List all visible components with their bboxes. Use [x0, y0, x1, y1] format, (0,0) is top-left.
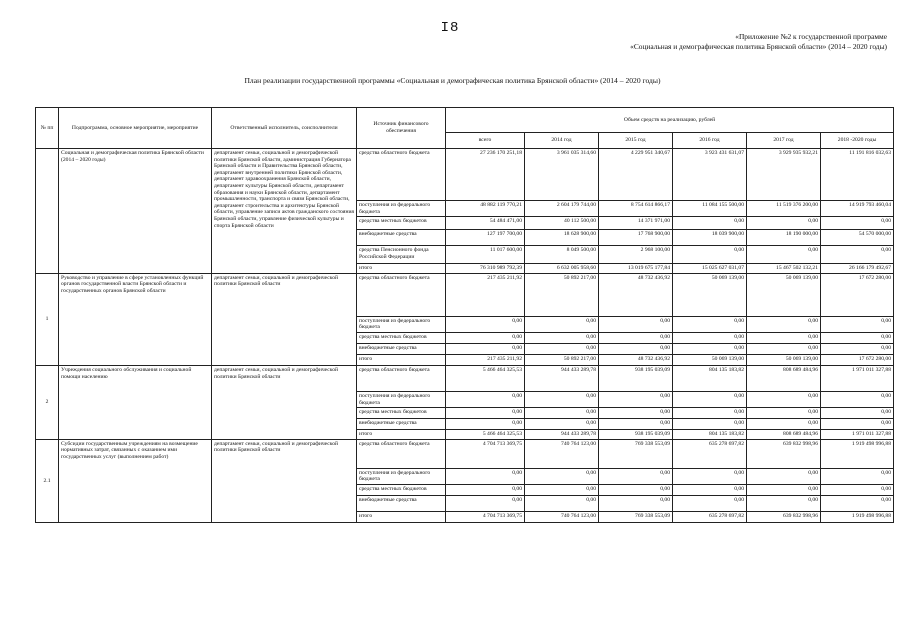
amount-cell: 14 371 971,00 — [599, 217, 673, 230]
table-row — [36, 365, 894, 391]
amount-cell: 0,00 — [821, 495, 894, 511]
amount-cell: 11 017 600,00 — [446, 246, 525, 264]
amount-cell: 17 768 900,00 — [599, 230, 673, 246]
amount-cell: 127 197 700,00 — [446, 230, 525, 246]
funding-source: итого — [357, 430, 446, 440]
amount-cell: 0,00 — [673, 246, 747, 264]
amount-cell: 15 467 502 132,21 — [747, 264, 821, 274]
amount-cell: 1 919 498 996,88 — [821, 439, 894, 468]
amount-cell: 0,00 — [673, 391, 747, 407]
amount-cell: 0,00 — [525, 468, 599, 484]
amount-cell: 0,00 — [446, 391, 525, 407]
amount-cell: 13 019 675 177,84 — [599, 264, 673, 274]
amount-cell: 0,00 — [747, 391, 821, 407]
amount-cell: 76 310 989 792,39 — [446, 264, 525, 274]
amount-cell: 0,00 — [821, 217, 894, 230]
amount-cell: 11 519 376 200,00 — [747, 201, 821, 217]
funding-source: итого — [357, 354, 446, 365]
amount-cell: 4 704 713 369,75 — [446, 439, 525, 468]
header-year: 2016 год — [673, 133, 747, 149]
amount-cell: 217 435 211,92 — [446, 354, 525, 365]
amount-cell: 0,00 — [821, 332, 894, 343]
amount-cell: 808 689 484,96 — [747, 430, 821, 440]
amount-cell: 27 236 170 251,18 — [446, 149, 525, 201]
amount-cell: 0,00 — [599, 332, 673, 343]
amount-cell: 8 049 500,00 — [525, 246, 599, 264]
amount-cell: 0,00 — [446, 468, 525, 484]
amount-cell: 639 832 998,96 — [747, 439, 821, 468]
document-title: План реализации государственной программы «Социальная и демографическая политика Брянской области» (2014 – 2020 годы) — [244, 76, 661, 85]
amount-cell: 804 135 183,82 — [673, 365, 747, 391]
amount-cell: 50 892 217,00 — [525, 354, 599, 365]
executor-cell: департамент семьи, социальной и демографической политики Брянской области — [212, 439, 357, 522]
amount-cell: 2 968 100,00 — [599, 246, 673, 264]
amount-cell: 0,00 — [525, 343, 599, 354]
header-program: Подпрограмма, основное мероприятие, мероприятие — [59, 108, 212, 149]
header-year: 2015 год — [599, 133, 673, 149]
amount-cell: 0,00 — [599, 495, 673, 511]
table-header-row — [36, 108, 894, 133]
amount-cell: 40 112 500,00 — [525, 217, 599, 230]
funding-source: внебюджетные средства — [357, 343, 446, 354]
header-executor: Ответственный исполнитель, соисполнители — [212, 108, 357, 149]
amount-cell: 0,00 — [821, 484, 894, 495]
amount-cell: 48 882 119 770,21 — [446, 201, 525, 217]
amount-cell: 0,00 — [673, 495, 747, 511]
amount-cell: 0,00 — [446, 343, 525, 354]
amount-cell: 938 195 039,09 — [599, 365, 673, 391]
amount-cell: 0,00 — [673, 408, 747, 419]
amount-cell: 0,00 — [747, 468, 821, 484]
amount-cell: 0,00 — [747, 217, 821, 230]
amount-cell: 639 832 998,96 — [747, 511, 821, 522]
amount-cell: 0,00 — [821, 316, 894, 332]
amount-cell: 2 604 179 744,00 — [525, 201, 599, 217]
amount-cell: 0,00 — [599, 419, 673, 430]
amount-cell: 1 971 011 327,88 — [821, 430, 894, 440]
amount-cell: 11 084 155 500,00 — [673, 201, 747, 217]
funding-source: итого — [357, 511, 446, 522]
funding-source: внебюджетные средства — [357, 230, 446, 246]
amount-cell: 54 570 000,00 — [821, 230, 894, 246]
amount-cell: 217 435 211,92 — [446, 273, 525, 316]
amount-cell: 5 466 464 325,53 — [446, 430, 525, 440]
amount-cell: 0,00 — [673, 343, 747, 354]
funding-source: поступления из федерального бюджета — [357, 391, 446, 407]
amount-cell: 50 069 139,00 — [747, 273, 821, 316]
amount-cell: 0,00 — [446, 316, 525, 332]
amount-cell: 18 190 000,00 — [747, 230, 821, 246]
amount-cell: 0,00 — [525, 332, 599, 343]
amount-cell: 0,00 — [821, 391, 894, 407]
amount-cell: 6 632 005 958,60 — [525, 264, 599, 274]
amount-cell: 18 039 900,00 — [673, 230, 747, 246]
amount-cell: 0,00 — [821, 246, 894, 264]
executor-cell: департамент семьи, социальной и демографической политики Брянской области, администрация Губернатора Брянской области и Правительства Брянской области, департамент внутренней политики Брянской области, департамент здравоохранения Брянской области, департамент культуры Брянской области, департамент образования и науки Брянской области, департамент промышленности, транспорта и связи Брянской области, департамент строительства и архитектуры Брянской области, управление записи актов гражданского состояния Брянской области, управление физической культуры и спорта Брянской области — [212, 149, 357, 274]
amount-cell: 0,00 — [673, 217, 747, 230]
plan-table — [35, 107, 894, 523]
header-num: № пп — [36, 108, 59, 149]
table-row — [36, 439, 894, 468]
header-source: Источник финансового обеспечения — [357, 108, 446, 149]
funding-source: средства Пенсионного фонда Российской Федерации — [357, 246, 446, 264]
funding-source: итого — [357, 264, 446, 274]
page-number: I8 — [440, 20, 460, 36]
amount-cell: 0,00 — [446, 332, 525, 343]
row-number: 2 — [36, 365, 59, 439]
amount-cell: 4 229 951 340,67 — [599, 149, 673, 201]
funding-source: средства местных бюджетов — [357, 408, 446, 419]
annex-line-2: «Социальная и демографическая политика Брянской области» (2014 – 2020 годы) — [630, 42, 887, 51]
amount-cell: 0,00 — [673, 468, 747, 484]
amount-cell: 808 689 484,96 — [747, 365, 821, 391]
header-volume: Объем средств на реализацию, рублей — [446, 108, 894, 133]
amount-cell: 938 195 039,09 — [599, 430, 673, 440]
amount-cell: 0,00 — [747, 408, 821, 419]
funding-source: средства областного бюджета — [357, 439, 446, 468]
funding-source: средства областного бюджета — [357, 149, 446, 201]
table-row — [36, 273, 894, 316]
amount-cell: 804 135 183,82 — [673, 430, 747, 440]
amount-cell: 14 919 793 460,04 — [821, 201, 894, 217]
amount-cell: 944 433 289,78 — [525, 430, 599, 440]
amount-cell: 635 278 697,82 — [673, 439, 747, 468]
funding-source: средства областного бюджета — [357, 365, 446, 391]
amount-cell: 0,00 — [821, 468, 894, 484]
table-body — [36, 149, 894, 523]
header-year: 2017 год — [747, 133, 821, 149]
amount-cell: 0,00 — [747, 484, 821, 495]
amount-cell: 740 764 123,00 — [525, 439, 599, 468]
amount-cell: 769 338 553,09 — [599, 439, 673, 468]
program-name: Субсидии государственным учреждениям на возмещение нормативных затрат, связанных с оказанием ими государственных услуг (выполнением работ) — [59, 439, 212, 522]
funding-source: внебюджетные средства — [357, 419, 446, 430]
funding-source: средства местных бюджетов — [357, 332, 446, 343]
annex-line-1: «Приложение №2 к государственной программе — [735, 32, 887, 41]
amount-cell: 15 025 627 031,07 — [673, 264, 747, 274]
amount-cell: 54 484 471,00 — [446, 217, 525, 230]
executor-cell: департамент семьи, социальной и демографической политики Брянской области — [212, 365, 357, 439]
amount-cell: 0,00 — [525, 484, 599, 495]
amount-cell: 0,00 — [821, 419, 894, 430]
funding-source: средства местных бюджетов — [357, 217, 446, 230]
amount-cell: 0,00 — [599, 316, 673, 332]
amount-cell: 17 672 280,00 — [821, 273, 894, 316]
amount-cell: 0,00 — [673, 419, 747, 430]
amount-cell: 0,00 — [747, 316, 821, 332]
amount-cell: 50 069 139,00 — [673, 273, 747, 316]
amount-cell: 0,00 — [673, 332, 747, 343]
amount-cell: 50 069 139,00 — [747, 354, 821, 365]
row-number: 2.1 — [36, 439, 59, 522]
amount-cell: 18 628 900,00 — [525, 230, 599, 246]
amount-cell: 0,00 — [525, 391, 599, 407]
amount-cell: 0,00 — [673, 484, 747, 495]
funding-source: поступления из федерального бюджета — [357, 316, 446, 332]
amount-cell: 0,00 — [821, 408, 894, 419]
funding-source: средства областного бюджета — [357, 273, 446, 316]
amount-cell: 0,00 — [446, 419, 525, 430]
executor-cell: департамент семьи, социальной и демографической политики Брянской области — [212, 273, 357, 365]
amount-cell: 3 961 035 314,60 — [525, 149, 599, 201]
amount-cell: 8 754 614 866,17 — [599, 201, 673, 217]
amount-cell: 48 732 436,92 — [599, 354, 673, 365]
amount-cell: 1 919 498 996,88 — [821, 511, 894, 522]
amount-cell: 11 191 816 032,63 — [821, 149, 894, 201]
header-year: 2018 -2020 годы — [821, 133, 894, 149]
amount-cell: 1 971 011 327,88 — [821, 365, 894, 391]
amount-cell: 0,00 — [446, 484, 525, 495]
amount-cell: 0,00 — [747, 332, 821, 343]
amount-cell: 0,00 — [525, 408, 599, 419]
amount-cell: 17 672 280,00 — [821, 354, 894, 365]
amount-cell: 50 069 139,00 — [673, 354, 747, 365]
funding-source: поступления из федерального бюджета — [357, 201, 446, 217]
amount-cell: 635 278 697,82 — [673, 511, 747, 522]
table-row — [36, 149, 894, 201]
row-number — [36, 149, 59, 274]
amount-cell: 48 732 436,92 — [599, 273, 673, 316]
funding-source: внебюджетные средства — [357, 495, 446, 511]
amount-cell: 944 433 289,78 — [525, 365, 599, 391]
amount-cell: 26 166 179 492,67 — [821, 264, 894, 274]
amount-cell: 4 704 713 369,75 — [446, 511, 525, 522]
amount-cell: 0,00 — [599, 343, 673, 354]
header-year: всего — [446, 133, 525, 149]
amount-cell: 3 929 935 932,21 — [747, 149, 821, 201]
amount-cell: 0,00 — [525, 316, 599, 332]
amount-cell: 0,00 — [673, 316, 747, 332]
amount-cell: 0,00 — [599, 391, 673, 407]
row-number: 1 — [36, 273, 59, 365]
program-name: Руководство и управление в сфере установленных функций органов государственной власти Брянской области и государственных органов Брянской области — [59, 273, 212, 365]
amount-cell: 0,00 — [747, 246, 821, 264]
amount-cell: 0,00 — [747, 343, 821, 354]
amount-cell: 50 892 217,00 — [525, 273, 599, 316]
program-name: Социальная и демографическая политика Брянской области (2014 – 2020 годы) — [59, 149, 212, 274]
amount-cell: 0,00 — [747, 495, 821, 511]
annex-header — [630, 32, 887, 52]
amount-cell: 740 764 123,00 — [525, 511, 599, 522]
amount-cell: 0,00 — [599, 408, 673, 419]
header-year: 2014 год — [525, 133, 599, 149]
amount-cell: 0,00 — [821, 343, 894, 354]
amount-cell: 0,00 — [747, 419, 821, 430]
funding-source: средства местных бюджетов — [357, 484, 446, 495]
amount-cell: 5 466 464 325,53 — [446, 365, 525, 391]
amount-cell: 769 338 553,09 — [599, 511, 673, 522]
amount-cell: 0,00 — [446, 408, 525, 419]
amount-cell: 3 923 431 631,07 — [673, 149, 747, 201]
amount-cell: 0,00 — [446, 495, 525, 511]
amount-cell: 0,00 — [525, 495, 599, 511]
amount-cell: 0,00 — [599, 484, 673, 495]
funding-source: поступления из федерального бюджета — [357, 468, 446, 484]
program-name: Учреждения социального обслуживания и социальной помощи населению — [59, 365, 212, 439]
amount-cell: 0,00 — [525, 419, 599, 430]
amount-cell: 0,00 — [599, 468, 673, 484]
